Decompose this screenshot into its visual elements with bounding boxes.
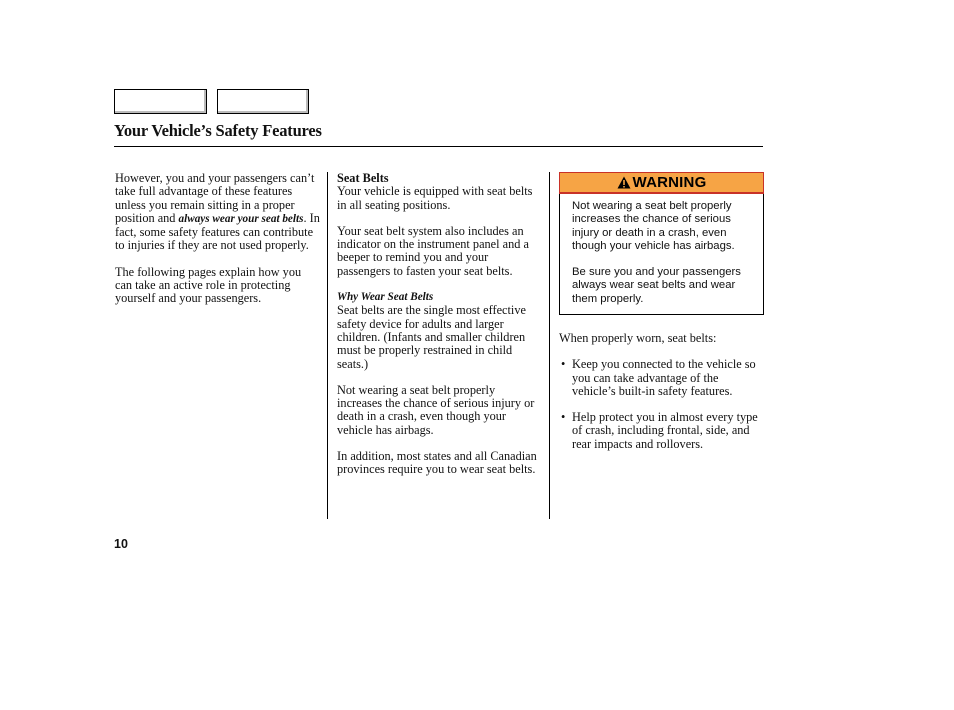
page-title: Your Vehicle’s Safety Features bbox=[114, 121, 322, 140]
bullet-icon: • bbox=[561, 410, 566, 425]
column2-paragraph-1: Your vehicle is equipped with seat belts in all seating positions. bbox=[337, 184, 533, 212]
column1-paragraph-2: The following pages explain how you can take an active role in protecting yourself and your passengers. bbox=[115, 264, 302, 306]
seat-belts-heading: Seat Belts bbox=[337, 171, 389, 185]
warning-text-2: Be sure you and your passengers always wear seat belts and wear them properly. bbox=[572, 266, 741, 305]
column2-paragraph-2: Your seat belt system also includes an indicator on the instrument panel and a beeper to remind you and your passengers to fasten your seat belts. bbox=[337, 223, 529, 278]
column-divider-2 bbox=[549, 172, 550, 519]
column-1 bbox=[115, 172, 321, 306]
warning-text-1: Not wearing a seat belt properly increases the chance of serious injury or death in a crash, even though your vehicle has airbags. bbox=[572, 200, 735, 252]
title-rule bbox=[114, 146, 763, 147]
column2-paragraph-4: Not wearing a seat belt properly increases the chance of serious injury or death in a crash, even though your vehicle has airbags. bbox=[337, 382, 535, 437]
column-2 bbox=[337, 172, 542, 477]
column1-paragraph-1 bbox=[115, 172, 321, 253]
list-item bbox=[559, 411, 764, 451]
bullet-text-1: Keep you connected to the vehicle so you can take advantage of the vehicle’s built-in safety features. bbox=[572, 357, 756, 398]
para1-text-a: However, you and your passengers can’t take full advantage of these features unless you remain sitting in a proper position and bbox=[115, 171, 315, 225]
warning-triangle-icon bbox=[617, 176, 631, 189]
list-item bbox=[559, 358, 764, 398]
page-number: 10 bbox=[114, 537, 128, 551]
column2-paragraph-5: In addition, most states and all Canadian provinces require you to wear seat belts. bbox=[337, 449, 537, 477]
nav-button-1[interactable] bbox=[114, 89, 207, 114]
warning-banner bbox=[560, 173, 763, 193]
warning-text bbox=[572, 200, 758, 306]
bullet-text-2: Help protect you in almost every type of crash, including frontal, side, and rear impacts and rollovers. bbox=[572, 410, 758, 451]
column-divider-1 bbox=[327, 172, 328, 519]
warning-label: WARNING bbox=[632, 174, 707, 191]
column-3 bbox=[559, 332, 764, 451]
para1-text-b: . In fact, some safety features can contribute to injuries if they are not used properly. bbox=[115, 210, 320, 253]
why-wear-subheading: Why Wear Seat Belts bbox=[337, 291, 434, 304]
seat-belt-benefits-list bbox=[559, 358, 764, 451]
warning-box bbox=[559, 172, 764, 315]
column3-intro: When properly worn, seat belts: bbox=[559, 331, 717, 345]
nav-button-2[interactable] bbox=[217, 89, 309, 114]
column2-paragraph-3: Seat belts are the single most effective safety device for adults and larger children. (Infants and smaller children must be properly restrained in child seats.) bbox=[337, 303, 526, 371]
para1-emphasis: always wear your seat belts bbox=[178, 212, 304, 225]
bullet-icon: • bbox=[561, 357, 566, 372]
